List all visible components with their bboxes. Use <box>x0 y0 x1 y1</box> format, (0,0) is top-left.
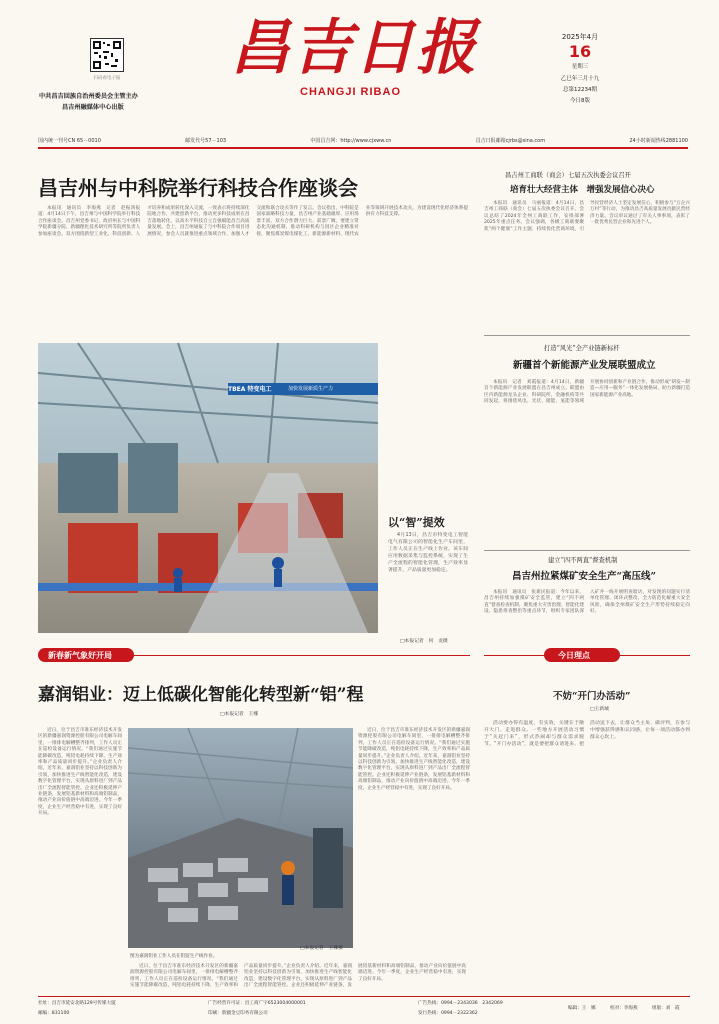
issue-number: 总第12234期 <box>563 87 597 93</box>
column-body-text: 活动要办得有温度、有实效，关键在于敞开大门、走进群众。一些地方开展活动习惯于“关起门来”，形式热闹却与群众需求脱节。“开门办活动”，就是要把群众请进来、把活动送下去，让群众当主角、做评判，在参与中增强获得感和认同感，让每一项活动都办到群众心坎上。 <box>484 721 690 747</box>
masthead-title: 昌吉日报 <box>230 13 478 83</box>
right-low-kicker: 建立“四不两直”督查机制 <box>548 557 618 564</box>
right-top-text: 本报讯 通讯员 马丽报道：4月14日，昌吉州工商联（商会）七届五次执委会议召开。会议总结了2024年全州工商联工作，安排部署2025年重点任务。会议强调，各级工商联要聚焦“两个健康”工作主题，持续优化营商环境，引导民营经济人士坚定发展信心，积极参与“万企兴万村”等行动，为推动昌吉高质量发展贡献民营经济力量。会议审议通过了有关人事事项，表彰了一批优秀民营企业和先进个人。 <box>484 201 690 232</box>
footer-rule <box>38 996 690 997</box>
right-mid-headline: 新疆首个新能源产业发展联盟成立 <box>513 360 656 371</box>
page-count: 今日8版 <box>570 98 590 104</box>
masthead-pinyin: CHANGJI RIBAO <box>300 86 402 98</box>
aluminum-caption-text: 图为嘉润铝业工作人员在铝锭生产线作业。 <box>130 954 218 959</box>
feature-body-text: 近日，位于昌吉市准东经济技术开发区的新疆嘉润资源控股有限公司电解车间里，一排排电解槽整齐排列，工作人员正在巡检设备运行情况。“我们通过实施节能降碳改造，吨铝电耗持续下降，生产效率和产品质量同步提升。”企业负责人介绍。近年来，嘉润铝业坚持以科技创新为引领，加快推进生产线智能化改造，建设数字化管理平台，实现从原料进厂到产品出厂全流程智能管控。企业还积极延伸产业链条，发展铝基新材料和高端铝制品，推动产业向价值链中高端迈进。今年一季度，企业生产经营稳中有进，实现了良好开局。 <box>38 728 122 817</box>
info-bar <box>38 135 688 145</box>
feature-body-right <box>358 728 470 990</box>
right-low-text: 本报讯 通讯员 张新民报道：今年以来，昌吉州持续加强煤矿安全监管，建立“四不两直”督查检查机制，聚焦重大灾害治理、智能化建设、隐患排查整治等重点环节，组织专家团队深入矿井一线开展明查暗访，对发现的问题实行清单化管理、闭环式整改，全力防范化解重大安全风险，确保全州煤矿安全生产形势持续稳定向好。 <box>484 590 690 615</box>
column-body <box>484 720 690 990</box>
footer-ad-license: 广告经营许可证：昌工商广字6523004000001 <box>208 1001 306 1006</box>
aluminum-photo-caption <box>130 954 352 962</box>
feature-byline: □本报记者 王娜 <box>220 712 259 717</box>
right-mid-body <box>484 380 690 543</box>
info-email[interactable]: 昌吉日报邮箱cjrbs@sina.com <box>475 137 546 144</box>
date-block <box>550 32 610 104</box>
photo-credit: □本报记者 何 龙摄 <box>400 639 448 644</box>
lead-body-text: 本报讯 通讯员 李海燕 记者 赵振鸿报道：4月14日下午，昌吉州与中国科学院举行科技合作座谈会。昌吉州党委书记、政府州长与中国科学院新疆分院、新疆理化技术研究所等院所负责人参加座谈会。双方围绕新型工业化、科技创新、人才培养和成果转化深入交流，一致表示将持续深化院地合作，共建创新平台，推动更多科技成果在昌吉落地转化，以高水平科技自立自强赋能昌吉高质量发展。会上，昌吉州通报了与中科院合作项目进展情况，参会人员就推进重点领域合作、加强人才交流和联合攻关等作了发言。会议指出，中科院是国家战略科技力量，昌吉州产业基础雄厚、应用场景丰富，双方合作潜力巨大、前景广阔。要建立常态化沟通机制，推动科研机构与园区企业精准对接，聚焦煤炭煤电煤化工、新能源新材料、现代农业等领域开展技术攻关，为建设现代化经济体系提供有力科技支撑。 <box>38 206 468 237</box>
feature-body-bottom <box>130 964 466 990</box>
sponsor-line-2: 昌吉州融媒体中心出版 <box>62 104 124 111</box>
footer-editor: 编辑：王 娜 <box>568 1006 596 1011</box>
aluminum-photo <box>128 728 353 948</box>
date-day: 16 <box>568 42 592 61</box>
masthead-rule <box>38 147 688 149</box>
section-bar-left-label: 新春新气象好开局 <box>48 651 112 660</box>
factory-photo <box>38 343 378 633</box>
info-postal: 邮发代号57－103 <box>185 137 227 144</box>
column-byline: □王新城 <box>590 707 609 712</box>
qr-caption: 扫码看电子报 <box>93 76 121 81</box>
info-issn: 国内统一刊号CN 65－0010 <box>38 137 101 144</box>
right-top-kicker: 昌吉州工商联（商会）七届五次执委会议召开 <box>505 172 631 179</box>
footer <box>38 999 690 1021</box>
right-divider-1 <box>484 335 690 336</box>
feature-headline: 嘉润铝业：迈上低碳化智能化转型新“铝”程 <box>38 685 364 705</box>
lead-headline: 昌吉州与中科院举行科技合作座谈会 <box>38 176 358 200</box>
lead-body <box>38 206 468 326</box>
section-bar-left-rule <box>134 655 470 656</box>
footer-printer: 印刷：新疆金豆印务有限公司 <box>208 1011 268 1016</box>
photo-feature-title: 以“智”提效 <box>388 516 445 529</box>
weekday: 星期三 <box>571 64 589 70</box>
right-low-headline: 昌吉州拉紧煤矿安全生产“高压线” <box>512 571 656 582</box>
right-top-body <box>484 201 690 326</box>
right-low-body <box>484 590 690 642</box>
section-bar-left <box>0 647 470 663</box>
info-hotline: 24小时新闻热线2881100 <box>629 137 688 144</box>
section-bar-right <box>484 647 690 663</box>
footer-dist-hotline: 发行热线：0994－2322362 <box>418 1011 478 1016</box>
factory-banner: TBEA 特变电工 <box>228 386 272 393</box>
date-year-month: 2025年4月 <box>561 33 599 41</box>
section-bar-right-label: 今日理点 <box>558 651 590 660</box>
info-website[interactable]: 中国昌吉网：http://www.cjxww.cn <box>310 137 392 144</box>
photo-feature-caption <box>388 532 468 627</box>
footer-proofreader: 校对：李海燕 <box>610 1006 638 1011</box>
feature-body-left <box>38 728 122 990</box>
column-headline: 不妨“开门办活动” <box>553 691 631 702</box>
right-mid-kicker: 打造“风光”全产业链新标杆 <box>544 345 620 352</box>
qr-code[interactable] <box>90 38 124 72</box>
factory-slogan: 加快发展新质生产力 <box>288 386 334 392</box>
aluminum-photo-credit: □本报记者 王娜摄 <box>300 946 343 951</box>
right-top-headline: 培育壮大经营主体 增强发展信心决心 <box>510 185 655 195</box>
feature-body-right-text: 近日，位于昌吉市准东经济技术开发区的新疆嘉润资源控股有限公司电解车间里，一排排电解槽整齐排列，工作人员正在巡检设备运行情况。“我们通过实施节能降碳改造，吨铝电耗持续下降，生产效率和产品质量同步提升。”企业负责人介绍。近年来，嘉润铝业坚持以科技创新为引领，加快推进生产线智能化改造，建设数字化管理平台，实现从原料进厂到产品出厂全流程智能管控。企业还积极延伸产业链条，发展铝基新材料和高端铝制品，推动产业向价值链中高端迈进。今年一季度，企业生产经营稳中有进，实现了良好开局。 <box>358 728 470 791</box>
footer-postcode: 邮编：831100 <box>38 1011 70 1016</box>
footer-layout: 组版：刘 霞 <box>652 1006 680 1011</box>
sponsor-line-1: 中共昌吉回族自治州委员会主管主办 <box>39 93 138 100</box>
right-divider-2 <box>484 550 690 551</box>
photo-caption-text: 4月13日，昌吉市特变电工智能电气有限公司的智能化生产车间里，工作人员正在生产线上作业。该车间应用数据采集与监控系统，实现了生产全流程的智能化管理，生产效率显著提升，产品质量更加稳定。 <box>388 533 468 573</box>
lunar-date: 乙巳年三月十九 <box>560 76 600 82</box>
feature-body-bottom-text: 近日，位于昌吉市准东经济技术开发区的新疆嘉润资源控股有限公司电解车间里，一排排电解槽整齐排列，工作人员正在巡检设备运行情况。“我们通过实施节能降碳改造，吨铝电耗持续下降，生产效率和产品质量同步提升。”企业负责人介绍。近年来，嘉润铝业坚持以科技创新为引领，加快推进生产线智能化改造，建设数字化管理平台，实现从原料进厂到产品出厂全流程智能管控。企业还积极延伸产业链条，发展铝基新材料和高端铝制品，推动产业向价值链中高端迈进。今年一季度，企业生产经营稳中有进，实现了良好开局。 <box>130 964 466 989</box>
footer-address: 社址：昌吉市延安北路129号传媒大厦 <box>38 1001 116 1006</box>
footer-ad-hotline: 广告热线：0994－2343036 2342069 <box>418 1001 503 1006</box>
right-mid-text: 本报讯 记者 刘霞报道：4月14日，新疆首个新能源产业发展联盟在昌吉州成立。联盟由区内新能源龙头企业、科研院所、金融机构等共同发起，将围绕风电、光伏、储能、氢能等领域开展协同创新和产业链合作，推动形成“研发—制造—应用—服务”一体化发展格局，助力新疆打造国家新能源产业高地。 <box>484 380 690 405</box>
